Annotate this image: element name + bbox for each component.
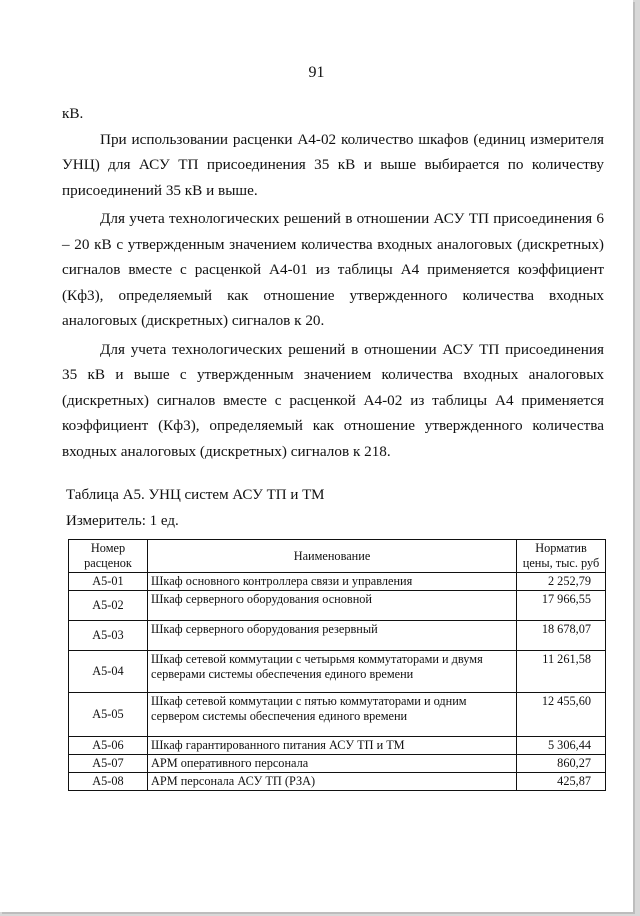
table-row: [69, 591, 606, 621]
table-measure: Измеритель: 1 ед.: [66, 513, 179, 529]
table-row: [69, 621, 606, 651]
row-code: А5-05: [69, 693, 148, 737]
paragraph: При использовании расценки А4-02 количество шкафов (единиц измерителя УНЦ) для АСУ ТП присоединения 35 кВ и выше выбирается по количеству присоединений 35 кВ и выше.: [62, 130, 604, 199]
table-title: Таблица А5. УНЦ систем АСУ ТП и ТМ: [66, 487, 325, 503]
row-norm: 12 455,60: [517, 693, 606, 737]
row-norm: 18 678,07: [517, 621, 606, 651]
row-norm: 425,87: [517, 773, 606, 791]
row-norm: 11 261,58: [517, 651, 606, 693]
table-row: [69, 755, 606, 773]
row-code: А5-06: [69, 737, 148, 755]
row-norm: 5 306,44: [517, 737, 606, 755]
row-name: АРМ персонала АСУ ТП (РЗА): [148, 773, 517, 791]
row-name: Шкаф серверного оборудования резервный: [148, 621, 517, 651]
row-code: А5-01: [69, 573, 148, 591]
header-norm: Норматив цены, тыс. руб: [517, 540, 606, 573]
table-header-row: [69, 540, 606, 573]
row-name: Шкаф основного контроллера связи и управления: [148, 573, 517, 591]
row-name: Шкаф сетевой коммутации с пятью коммутаторами и одним сервером системы обеспечения единого времени: [148, 693, 517, 737]
table-row: [69, 573, 606, 591]
page-number: 91: [308, 64, 325, 81]
row-code: А5-03: [69, 621, 148, 651]
row-code: А5-08: [69, 773, 148, 791]
row-code: А5-07: [69, 755, 148, 773]
row-name: АРМ оперативного персонала: [148, 755, 517, 773]
paragraph: Для учета технологических решений в отношении АСУ ТП присоединения 6 – 20 кВ с утвержденным значением количества входных аналоговых (дискретных) сигналов вместе с расценкой А4-01 из таблицы А4 применяется коэффициент (Кф3), определяемый как отношение утвержденного количества входных аналоговых (дискретных) сигналов к 20.: [62, 210, 604, 329]
body-text: [62, 101, 604, 464]
table-row: [69, 773, 606, 791]
row-code: А5-02: [69, 591, 148, 621]
row-name: Шкаф гарантированного питания АСУ ТП и ТМ: [148, 737, 517, 755]
paragraph: Для учета технологических решений в отношении АСУ ТП присоединения 35 кВ и выше с утвержденным значением количества входных аналоговых (дискретных) сигналов вместе с расценкой А4-02 из таблицы А4 применяется коэффициент (Кф3), определяемый как отношение утвержденного количества входных аналоговых (дискретных) сигналов к 218.: [62, 340, 604, 460]
paragraph: кВ.: [62, 105, 84, 122]
table-row: [69, 693, 606, 737]
row-norm: 860,27: [517, 755, 606, 773]
price-table: [68, 539, 606, 791]
row-code: А5-04: [69, 651, 148, 693]
row-name: Шкаф сетевой коммутации с четырьмя коммутаторами и двумя серверами системы обеспечения единого времени: [148, 651, 517, 693]
table-row: [69, 737, 606, 755]
row-norm: 2 252,79: [517, 573, 606, 591]
header-code: Номер расценок: [69, 540, 148, 573]
row-norm: 17 966,55: [517, 591, 606, 621]
row-name: Шкаф серверного оборудования основной: [148, 591, 517, 621]
table-row: [69, 651, 606, 693]
header-name: Наименование: [148, 540, 517, 573]
